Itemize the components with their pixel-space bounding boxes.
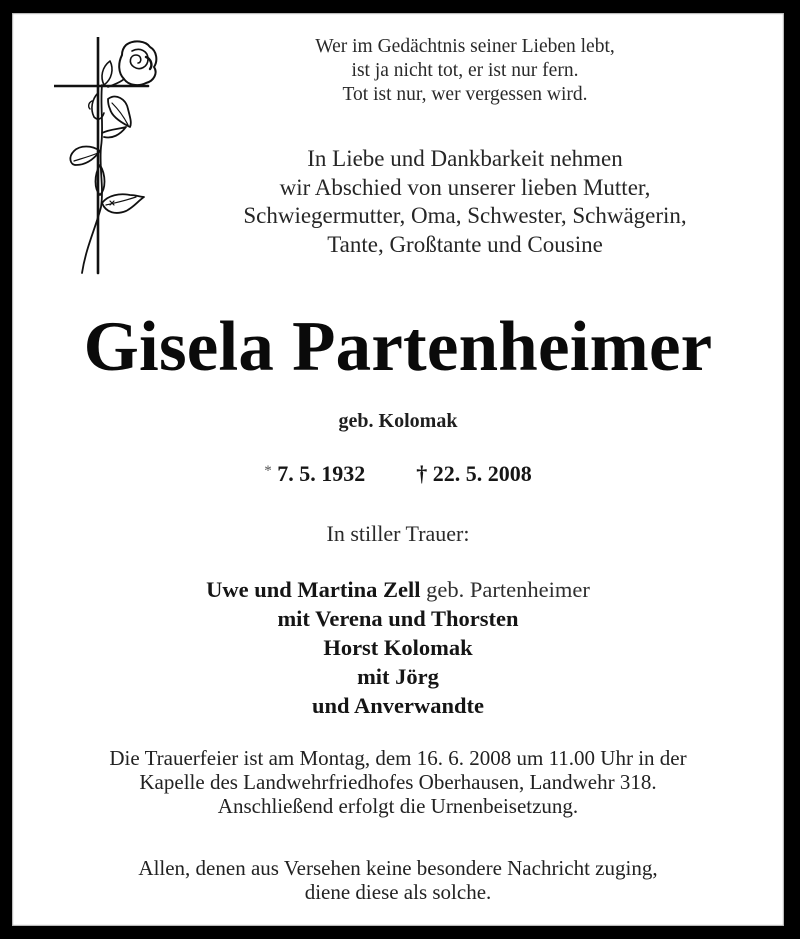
farewell-line: Schwiegermutter, Oma, Schwester, Schwägerin, — [243, 203, 687, 229]
memorial-poem — [185, 35, 745, 107]
funeral-service-details — [12, 746, 784, 818]
death-cross-icon: † — [416, 461, 428, 486]
maiden-name: geb. Kolomak — [338, 410, 458, 432]
farewell-line: Tante, Großtante und Cousine — [327, 232, 603, 258]
mourner-line — [12, 633, 784, 662]
mourner-note: geb. Partenheimer — [420, 577, 590, 602]
death-date: 22. 5. 2008 — [432, 461, 532, 486]
deceased-name: Gisela Partenheimer — [83, 308, 713, 386]
poem-line: Wer im Gedächtnis seiner Lieben lebt, — [315, 36, 615, 57]
service-line: Kapelle des Landwehrfriedhofes Oberhausen, Landwehr 318. — [139, 770, 657, 794]
mourner-line — [12, 691, 784, 720]
life-dates — [12, 457, 784, 488]
poem-line: Tot ist nur, wer vergessen wird. — [342, 84, 588, 105]
farewell-paragraph — [175, 145, 755, 260]
closing-notice — [12, 856, 784, 904]
service-line: Anschließend erfolgt die Urnenbeisetzung. — [217, 794, 579, 818]
mourner-names: und Anverwandte — [312, 693, 484, 718]
mourner-line — [12, 575, 784, 604]
mourner-names: Horst Kolomak — [323, 635, 473, 660]
mourner-names: mit Verena und Thorsten — [277, 606, 519, 631]
mourning-intro: In stiller Trauer: — [326, 521, 470, 546]
farewell-line: In Liebe und Dankbarkeit nehmen — [307, 146, 623, 171]
service-line: Die Trauerfeier ist am Montag, dem 16. 6. 2008 um 11.00 Uhr in der — [109, 746, 687, 770]
birth-date: 7. 5. 1932 — [277, 461, 366, 486]
notice-line: Allen, denen aus Versehen keine besondere Nachricht zuging, — [138, 856, 658, 880]
obituary-page — [12, 13, 784, 926]
cross-with-rose-icon — [54, 37, 164, 277]
birth-star-icon: * — [264, 463, 272, 479]
mourner-names: Uwe und Martina Zell — [206, 577, 421, 602]
mourner-names: mit Jörg — [357, 664, 439, 689]
mourners-list — [12, 575, 784, 720]
farewell-line: wir Abschied von unserer lieben Mutter, — [279, 174, 651, 200]
poem-line: ist ja nicht tot, er ist nur fern. — [351, 60, 579, 81]
mourner-line — [12, 662, 784, 691]
mourner-line — [12, 604, 784, 633]
notice-line: diene diese als solche. — [304, 880, 492, 904]
